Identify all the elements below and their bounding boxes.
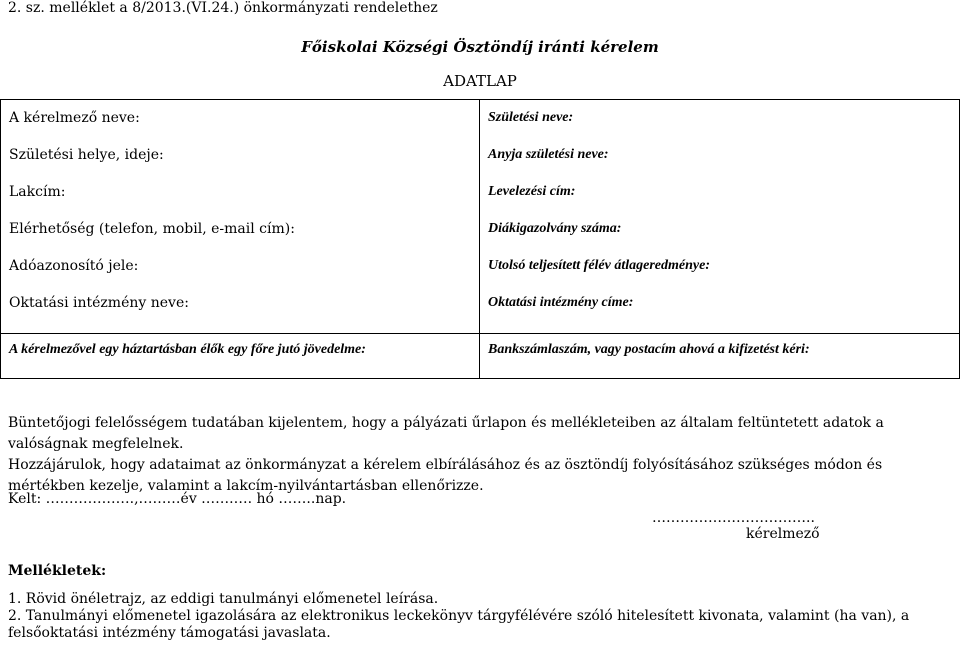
declaration-paragraph: Büntetőjogi felelősségem tudatában kijelentem, hogy a pályázati űrlapon és mellékleteiben az általam feltüntetett adatok a valóságnak megfelelnek. — [8, 415, 884, 452]
field-last-semester-average[interactable]: Utolsó teljesített félév átlageredménye: — [488, 258, 710, 273]
signature-line[interactable]: …………………………….. — [652, 510, 815, 526]
consent-paragraph: Hozzájárulok, hogy adataimat az önkormányzat a kérelem elbírálásához és az ösztöndíj folyósításához szükséges módon és mértékben kezelje, valamint a lakcím-nyilvántartásban ellenőrizze. — [8, 457, 883, 494]
list-item: 1. Rövid önéletrajz, az eddigi tanulmányi előmenetel leírása. — [8, 591, 439, 607]
header-note: 2. sz. melléklet a 8/2013.(VI.24.) önkormányzati rendelethez — [8, 0, 438, 16]
field-bank-account[interactable]: Bankszámlaszám, vagy postacím ahová a kifizetést kéri: — [480, 334, 960, 379]
signature-label: kérelmező — [746, 526, 820, 542]
field-institution-name[interactable]: Oktatási intézmény neve: — [9, 295, 189, 311]
field-mailing-address[interactable]: Levelezési cím: — [488, 184, 576, 199]
form-subtitle: ADATLAP — [443, 72, 517, 90]
attachments-list — [8, 591, 958, 642]
field-student-id[interactable]: Diákigazolvány száma: — [488, 221, 622, 236]
field-institution-address[interactable]: Oktatási intézmény címe: — [488, 295, 634, 310]
list-item: 2. Tanulmányi előmenetel igazolására az elektronikus leckekönyv tárgyfélévére szóló hitelesített kivonata, valamint (ha van), a felsőoktatási intézmény támogatási javaslata. — [8, 608, 910, 641]
field-contact[interactable]: Elérhetőség (telefon, mobil, e-mail cím): — [9, 221, 295, 237]
field-household-income[interactable]: A kérelmezővel egy háztartásban élők egy főre jutó jövedelme: — [1, 334, 480, 379]
field-tax-id[interactable]: Adóazonosító jele: — [9, 258, 139, 274]
field-birth-place-date[interactable]: Születési helye, ideje: — [9, 147, 164, 163]
field-mother-name[interactable]: Anyja születési neve: — [488, 147, 609, 162]
date-line[interactable]: Kelt: ……………….,………év …….…. hó ……..nap. — [8, 491, 347, 507]
form-title: Főiskolai Községi Ösztöndíj iránti kérelem — [301, 38, 659, 56]
attachments-title: Mellékletek: — [8, 563, 107, 579]
data-form-table — [0, 99, 960, 379]
left-fields-cell — [1, 100, 480, 334]
field-address[interactable]: Lakcím: — [9, 184, 66, 200]
field-birth-name[interactable]: Születési neve: — [488, 110, 574, 125]
right-fields-cell — [480, 100, 960, 334]
field-applicant-name[interactable]: A kérelmező neve: — [9, 110, 140, 126]
declaration — [8, 413, 953, 497]
